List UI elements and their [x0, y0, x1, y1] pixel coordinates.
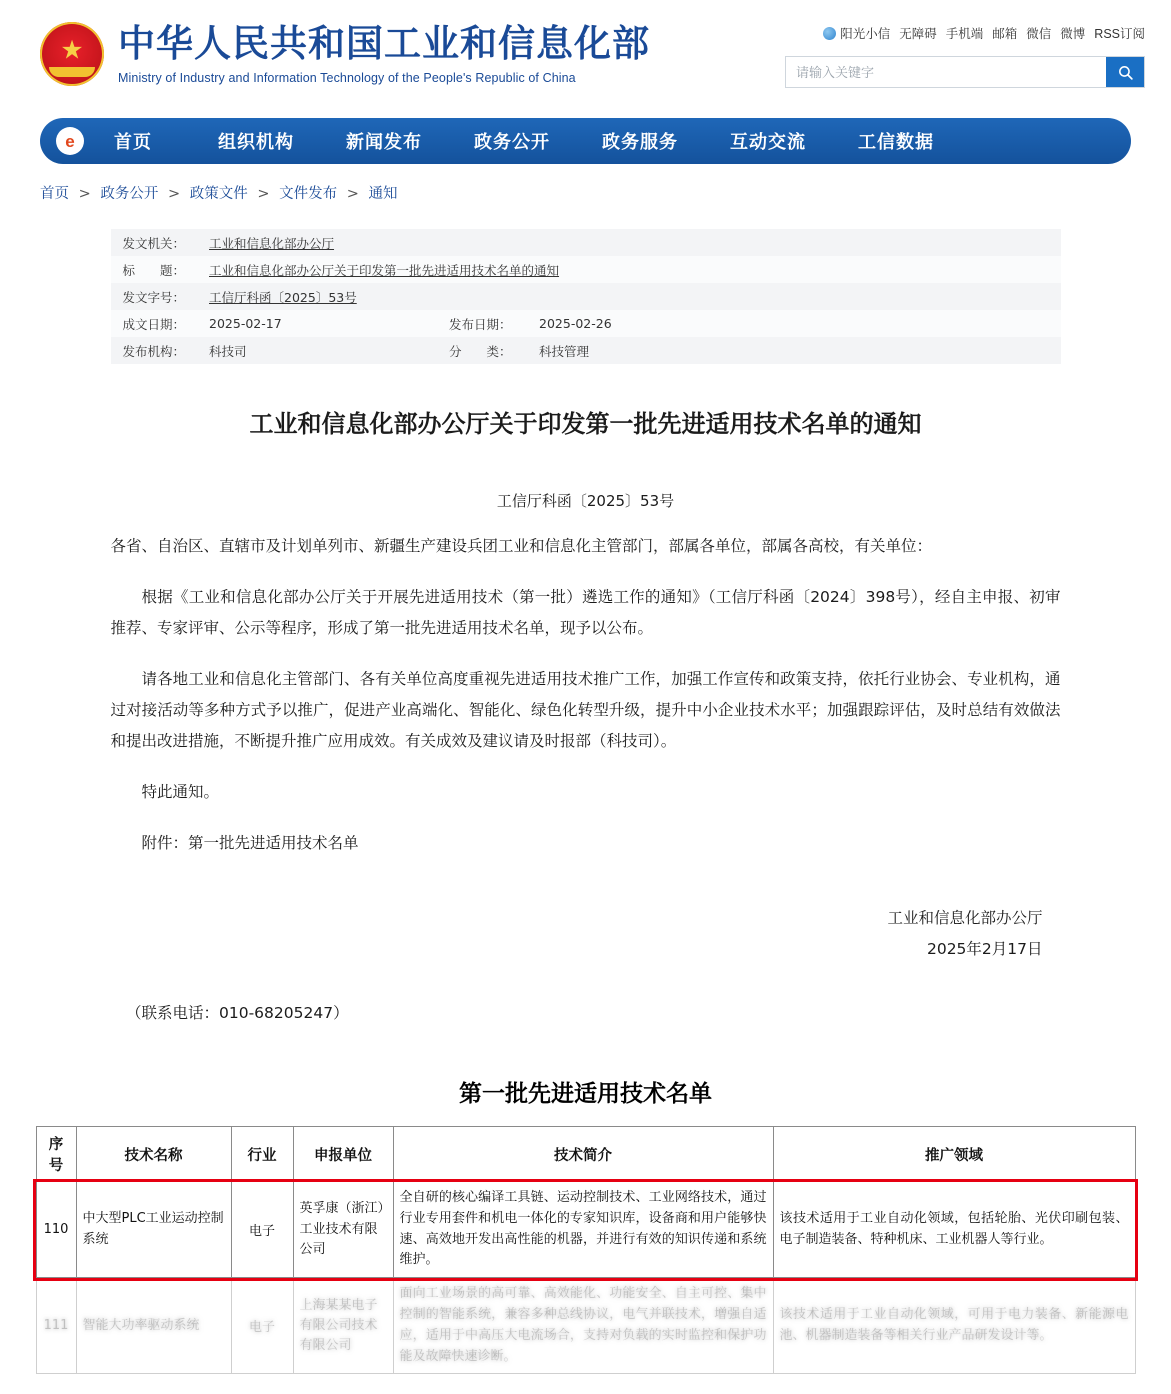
- meta-row-docnumber: [111, 283, 1061, 310]
- meta-value-issuer-text: 工业和信息化部办公厅: [209, 235, 335, 251]
- cell-name: 智能大功率驱动系统: [76, 1278, 231, 1374]
- quick-link-weibo[interactable]: 微博: [1060, 27, 1086, 41]
- nav-item-interaction[interactable]: 互动交流: [730, 132, 806, 153]
- meta-label-title: 标 题：: [122, 262, 186, 278]
- col-header-org: 申报单位: [293, 1127, 393, 1182]
- document-paragraph-1: 根据《工业和信息化部办公厅关于开展先进适用技术（第一批）遴选工作的通知》（工信厅科函〔2024〕398号），经自主申报、初审推荐、专家评审、公示等程序，形成了第一批先进适用技术名单，现予以公布。: [110, 588, 1061, 637]
- quick-link-wechat[interactable]: 微信: [1026, 27, 1052, 41]
- quick-link-sunshine[interactable]: [823, 24, 890, 42]
- cell-industry: 电子: [231, 1278, 293, 1374]
- document-number: 工信厅科函〔2025〕53号: [496, 492, 675, 510]
- site-brand[interactable]: [40, 22, 650, 86]
- meta-label-dept: 发布机构：: [122, 343, 186, 359]
- attachment-table-wrap: [36, 1126, 1136, 1374]
- meta-value-publishdate: 2025-02-26: [539, 316, 612, 331]
- attachment-title: 第一批先进适用技术名单: [459, 1080, 712, 1107]
- cell-area: 该技术适用于工业自动化领域，可用于电力装备、新能源电池、机器制造装备等相关行业产品研发设计等。: [773, 1278, 1135, 1374]
- breadcrumb-item-4[interactable]: 通知: [368, 186, 398, 202]
- breadcrumb-item-1[interactable]: 政务公开: [100, 186, 159, 202]
- meta-value-docnumber-text: 工信厅科函〔2025〕53号: [209, 289, 357, 305]
- cell-desc: 全自研的核心编译工具链、运动控制技术、工业网络技术，通过行业专用套件和机电一体化的专家知识库，设备商和用户能够快速、高效地开发出高性能的机器，并进行有效的知识传递和系统维护。: [393, 1182, 773, 1278]
- col-header-no: 序号: [36, 1127, 76, 1182]
- brand-title-cn: 中华人民共和国工业和信息化部: [118, 22, 650, 66]
- document-paragraph-3: 特此通知。: [141, 783, 220, 801]
- breadcrumb-separator: >: [167, 186, 181, 202]
- signature-date: 2025年2月17日: [926, 940, 1043, 958]
- nav-item-home[interactable]: 首页: [114, 132, 152, 153]
- meta-row-dept: [111, 337, 1061, 364]
- meta-value-dept: 科技司: [209, 343, 247, 359]
- search-icon: [1117, 64, 1134, 81]
- meta-row-dates: [111, 310, 1061, 337]
- document-contact: （联系电话：010-68205247）: [126, 1004, 349, 1022]
- sunshine-icon: [823, 27, 836, 40]
- search-bar[interactable]: [785, 56, 1145, 88]
- logo-glyph: e: [65, 131, 75, 151]
- meta-label-category: 分 类：: [449, 343, 512, 359]
- ministry-logo-icon: [56, 127, 84, 155]
- meta-value-issuer: [197, 229, 1060, 256]
- table-row: [36, 1182, 1135, 1278]
- meta-row-title: [111, 256, 1061, 283]
- nav-item-news[interactable]: 新闻发布: [346, 132, 422, 153]
- main-nav: [40, 118, 1131, 164]
- signature-org: 工业和信息化部办公厅: [887, 909, 1043, 927]
- breadcrumb-separator: >: [257, 186, 270, 202]
- meta-row-issuer: [111, 229, 1061, 256]
- breadcrumb-item-3[interactable]: 文件发布: [279, 186, 338, 202]
- meta-value-writtendate: 2025-02-17: [209, 316, 282, 331]
- col-header-industry: 行业: [231, 1127, 293, 1182]
- col-header-area: 推广领域: [773, 1127, 1135, 1182]
- cell-no: 110: [36, 1182, 76, 1278]
- breadcrumb-item-2[interactable]: 政策文件: [189, 186, 248, 202]
- document-signature: [111, 903, 1061, 965]
- nav-item-organization[interactable]: 组织机构: [218, 132, 294, 153]
- nav-item-data[interactable]: 工信数据: [858, 132, 934, 153]
- quick-link-mobile[interactable]: 手机端: [945, 27, 984, 41]
- meta-label-publishdate: 发布日期：: [449, 316, 512, 332]
- cell-org: 上海某某电子有限公司技术有限公司: [293, 1278, 393, 1374]
- col-header-name: 技术名称: [76, 1127, 231, 1182]
- meta-label-docnumber: 发文字号：: [122, 289, 186, 305]
- national-emblem-icon: [40, 22, 104, 86]
- nav-item-government-affairs[interactable]: 政务公开: [474, 132, 550, 153]
- table-row: [36, 1278, 1135, 1374]
- cell-org: 英孚康（浙江）工业技术有限公司: [293, 1182, 393, 1278]
- cell-area: 该技术适用于工业自动化领域，包括轮胎、光伏印刷包装、电子制造装备、特种机床、工业机器人等行业。: [773, 1182, 1135, 1278]
- search-input[interactable]: [786, 57, 1106, 87]
- cell-desc: 面向工业场景的高可靠、高效能化、功能安全、自主可控、集中控制的智能系统，兼容多种总线协议，电气并联技术，增强自适应，适用于中高压大电流场合，支持对负载的实时监控和保护功能及故障快速诊断。: [393, 1278, 773, 1374]
- breadcrumb-separator: >: [346, 186, 359, 202]
- breadcrumb: [0, 164, 1171, 213]
- cell-no: 111: [36, 1278, 76, 1374]
- meta-value-title: [197, 256, 1060, 283]
- meta-value-title-text: 工业和信息化部办公厅关于印发第一批先进适用技术名单的通知: [209, 262, 560, 278]
- quick-link-mail[interactable]: 邮箱: [992, 27, 1018, 41]
- meta-label-writtendate: 成文日期：: [122, 316, 186, 332]
- page-title: 工业和信息化部办公厅关于印发第一批先进适用技术名单的通知: [249, 410, 922, 438]
- nav-item-services[interactable]: 政务服务: [602, 132, 678, 153]
- breadcrumb-item-0[interactable]: 首页: [40, 186, 69, 202]
- meta-value-docnumber: [197, 283, 1060, 310]
- technology-list-table: [36, 1126, 1136, 1374]
- quick-links: [785, 24, 1145, 42]
- document-paragraph-2: 请各地工业和信息化主管部门、各有关单位高度重视先进适用技术推广工作，加强工作宣传和政策支持，依托行业协会、专业机构，通过对接活动等多种方式予以推广，促进产业高端化、智能化、绿色化转型升级，提升中小企业技术水平；加强跟踪评估，及时总结有效做法和提出改进措施，不断提升推广应用成效。有关成效及建议请及时报部（科技司）。: [110, 670, 1061, 750]
- page-content: [0, 229, 1171, 1394]
- site-header: [0, 0, 1171, 118]
- document-addressee: 各省、自治区、直辖市及计划单列市、新疆生产建设兵团工业和信息化主管部门，部属各单位，部属各高校，有关单位：: [110, 537, 933, 555]
- document-attachment-line: 附件：第一批先进适用技术名单: [141, 834, 359, 852]
- brand-title-en: Ministry of Industry and Information Technology of the People's Republic of China: [118, 70, 576, 85]
- search-button[interactable]: [1106, 57, 1144, 87]
- col-header-desc: 技术简介: [393, 1127, 773, 1182]
- main-nav-wrap: [0, 118, 1171, 164]
- quick-link-rss[interactable]: RSS订阅: [1094, 27, 1145, 41]
- table-header-row: [36, 1127, 1135, 1182]
- document-body: [111, 406, 1061, 1023]
- meta-label-issuer: 发文机关：: [122, 235, 186, 251]
- cell-name: 中大型PLC工业运动控制系统: [76, 1182, 231, 1278]
- document-meta-table: [111, 229, 1061, 364]
- header-right: [785, 24, 1145, 88]
- quick-link-accessibility[interactable]: 无障碍: [899, 27, 937, 41]
- quick-link-label-0[interactable]: 阳光小信: [840, 27, 891, 41]
- breadcrumb-separator: >: [78, 186, 91, 202]
- meta-value-category: 科技管理: [539, 343, 590, 359]
- cell-industry: 电子: [231, 1182, 293, 1278]
